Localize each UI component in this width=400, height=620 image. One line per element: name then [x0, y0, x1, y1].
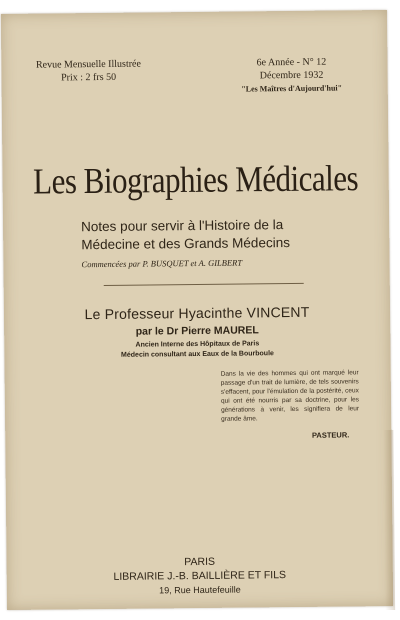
publisher-address: 19, Rue Hautefeuille — [159, 584, 241, 596]
journal-subtitle — [73, 215, 349, 254]
series-name: "Les Maîtres d'Aujourd'hui" — [241, 83, 343, 94]
journal-title: Les Biographies Médicales — [32, 157, 359, 202]
founders-line: Commencées par P. BUSQUET et A. GILBERT — [81, 257, 243, 270]
book-cover — [1, 10, 393, 610]
price: Prix : 2 frs 50 — [61, 71, 117, 84]
header-left — [35, 58, 141, 85]
paper-wear-shadow — [383, 430, 395, 610]
divider-rule — [104, 283, 304, 286]
credential-line-2: Médecin consultant aux Eaux de la Bourboule — [120, 350, 274, 359]
header-right — [231, 55, 351, 95]
epigraph-text: Dans la vie des hommes qui ont marqué leur passage d'un trait de lumière, de tels souvenirs s'effacent, pour l'émulation de la postérité, ceux qui ont été nourris par sa doctrine, pour les générations à venir, les signifiera de leur grande âme. — [220, 369, 360, 423]
article-author: par le Dr Pierre MAUREL — [135, 324, 259, 338]
subtitle-line-2: Médecine et des Grands Médecins — [81, 235, 291, 253]
subtitle-line-1: Notes pour servir à l'Histoire de la — [81, 217, 284, 235]
issue-date: Décembre 1932 — [259, 69, 324, 82]
credential-line-1: Ancien Interne des Hôpitaux de Paris — [135, 340, 260, 349]
issue-number: 6e Année - N° 12 — [256, 56, 327, 69]
publisher-city: PARIS — [184, 555, 216, 569]
author-credentials — [4, 338, 390, 362]
publisher-block — [7, 553, 393, 599]
article-title: Le Professeur Hyacinthe VINCENT — [84, 303, 310, 323]
epigraph-author: PASTEUR. — [311, 430, 350, 440]
publisher-name: LIBRAIRIE J.-B. BAILLIÈRE ET FILS — [113, 569, 287, 583]
review-type: Revue Mensuelle Illustrée — [35, 58, 141, 71]
